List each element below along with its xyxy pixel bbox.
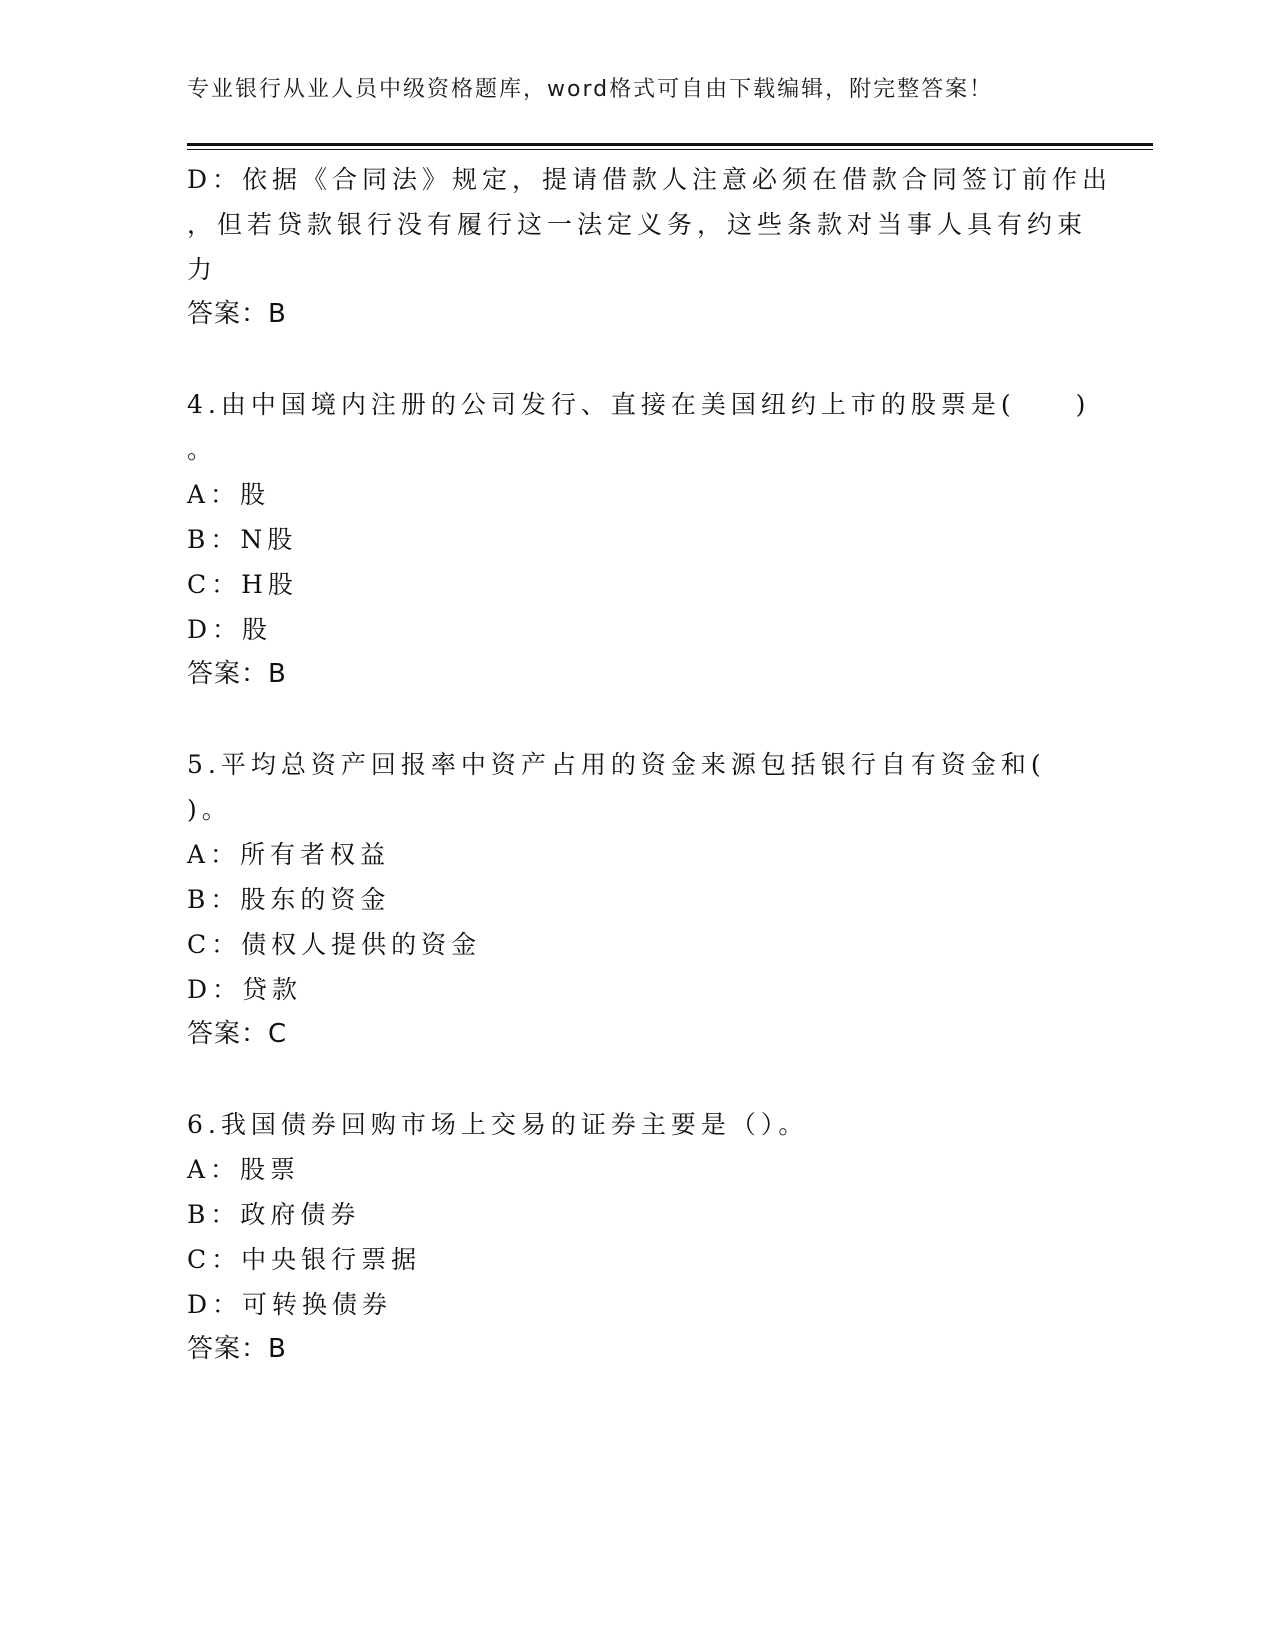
option-d: D：贷款 xyxy=(187,975,303,1004)
question-3-answer: 答案：B xyxy=(187,299,287,329)
option-d: D：股 xyxy=(187,615,273,644)
question-5 xyxy=(187,742,1087,1057)
question-6-answer: 答案：B xyxy=(187,1334,287,1364)
question-stem: 5.平均总资产回报率中资产占用的资金来源包括银行自有资金和( xyxy=(187,750,1046,779)
option-b: B：N股 xyxy=(187,525,298,554)
question-6 xyxy=(187,1102,1087,1372)
spacer xyxy=(187,697,1087,742)
header-divider-thick xyxy=(187,143,1153,146)
option-d-line: ，但若贷款银行没有履行这一法定义务，这些条款对当事人具有约束 xyxy=(187,210,1088,239)
option-d: D：可转换债券 xyxy=(187,1290,393,1319)
header-divider-thin xyxy=(187,149,1153,150)
question-4 xyxy=(187,382,1091,697)
option-a: A：股票 xyxy=(187,1155,301,1184)
option-c: C：H股 xyxy=(187,570,298,599)
option-b: B：政府债券 xyxy=(187,1200,361,1229)
spacer xyxy=(187,1057,1087,1102)
option-d-line: D：依据《合同法》规定，提请借款人注意必须在借款合同签订前作出 xyxy=(187,165,1113,194)
option-b: B：股东的资金 xyxy=(187,885,391,914)
spacer xyxy=(187,337,1087,382)
question-stem: 。 xyxy=(187,435,218,464)
option-c: C：中央银行票据 xyxy=(187,1245,422,1274)
question-5-answer: 答案：C xyxy=(187,1019,288,1049)
question-stem: 6.我国债券回购市场上交易的证券主要是（）。 xyxy=(187,1110,809,1139)
question-4-answer: 答案：B xyxy=(187,659,287,689)
option-c: C：债权人提供的资金 xyxy=(187,930,482,959)
option-a: A：股 xyxy=(187,480,271,509)
question-stem: )。 xyxy=(187,795,232,824)
question-stem: 4.由中国境内注册的公司发行、直接在美国纽约上市的股票是( ) xyxy=(187,390,1091,419)
option-d-line: 力 xyxy=(187,255,218,284)
page-header: 专业银行从业人员中级资格题库，word格式可自由下载编辑，附完整答案！ xyxy=(187,77,994,102)
question-3-option-d xyxy=(187,157,1113,292)
question-content xyxy=(187,157,1113,1372)
option-a: A：所有者权益 xyxy=(187,840,391,869)
